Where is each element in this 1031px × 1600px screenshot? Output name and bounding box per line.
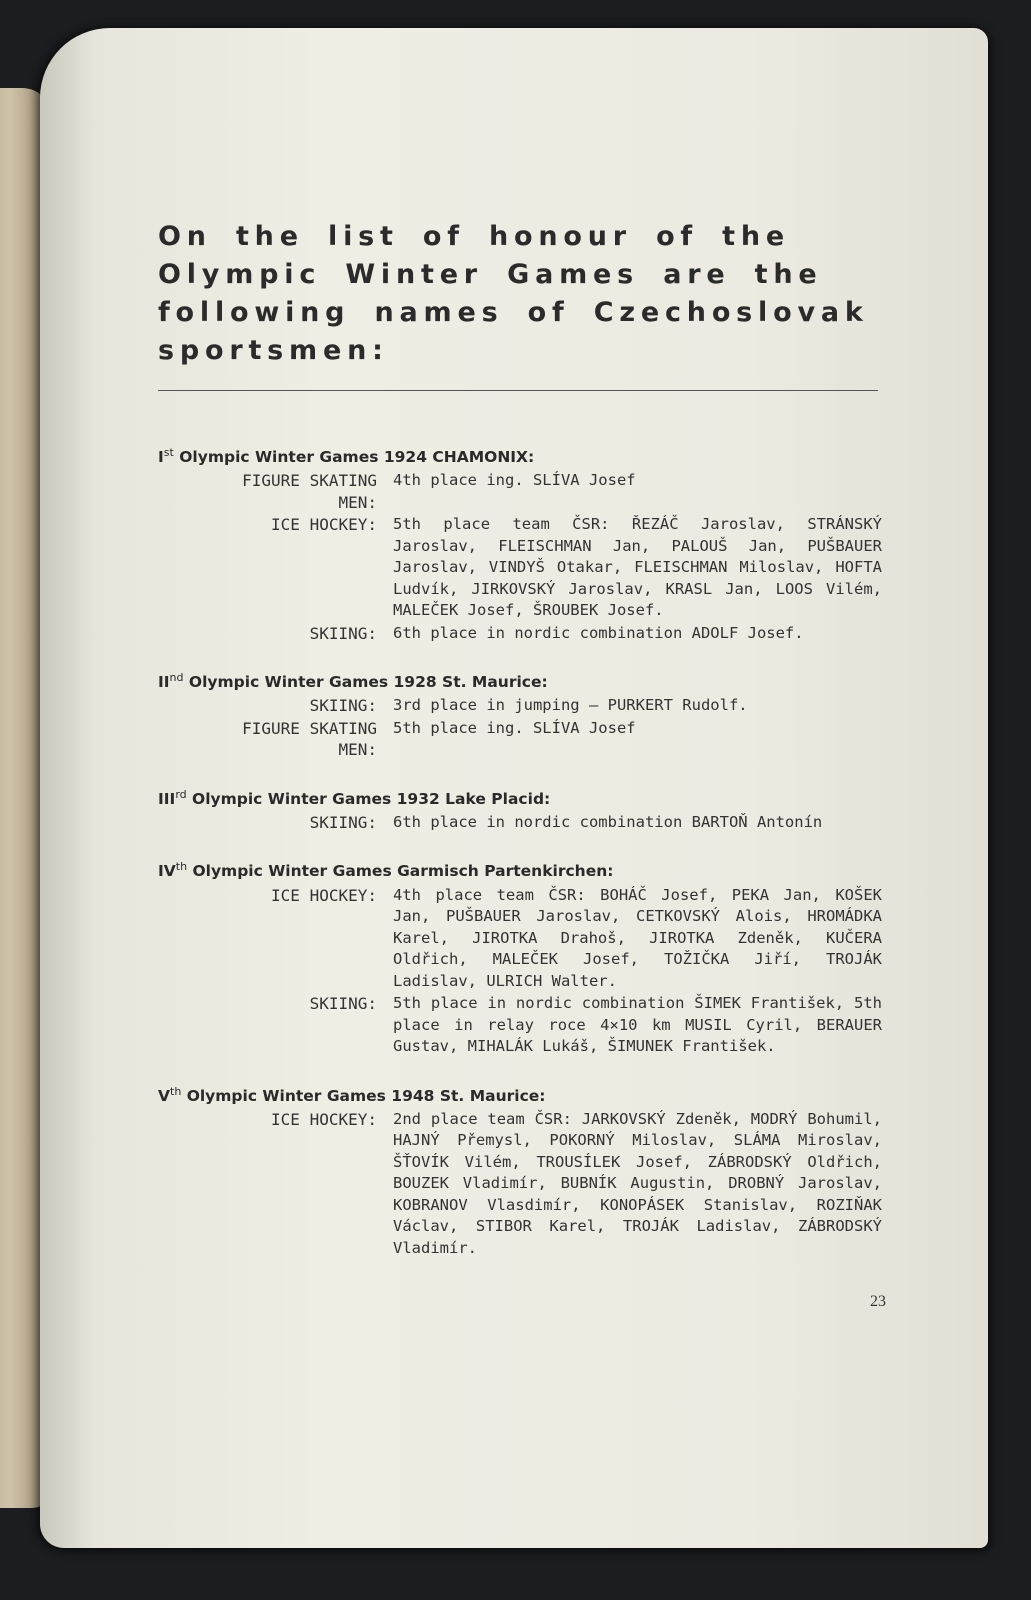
result-entry xyxy=(158,695,888,717)
result-text: 4th place team ČSR: BOHÁČ Josef, PEKA Jan, KOŠEK Jan, PUŠBAUER Jaroslav, CETKOVSKÝ Alois, HROMÁDKA Karel, JIROTKA Drahoš, JIROTKA Zdeněk, KUČERA Oldřich, MALEČEK Josef, TOŽIČKA Jiří, TROJÁK Ladislav, ULRICH Walter. xyxy=(393,885,882,990)
result-text: 2nd place team ČSR: JARKOVSKÝ Zdeněk, MODRÝ Bohumil, HAJNÝ Přemysl, POKORNÝ Miloslav, SLÁMA Miroslav, ŠŤOVÍK Vilém, TROUSÍLEK Josef, ZÁBRODSKÝ Oldřich, BOUZEK Vladimír, BUBNÍK Augustin, DROBNÝ Jaroslav, KOBRANOV Vlasdimír, KONOPÁSEK Stanislav, ROZIŇAK Václav, STIBOR Karel, TROJÁK Ladislav, ZÁBRODSKÝ Vladimír. xyxy=(393,1109,882,1257)
games-ordinal: I xyxy=(158,448,164,467)
games-title: Olympic Winter Games Garmisch Partenkirchen: xyxy=(187,862,614,881)
games-title: Olympic Winter Games 1932 Lake Placid: xyxy=(186,789,551,808)
result-entry xyxy=(158,1109,888,1260)
title-rule xyxy=(158,390,878,391)
ordinal-suffix: nd xyxy=(169,671,184,685)
games-heading xyxy=(158,441,888,469)
book-page xyxy=(40,28,988,1548)
result-entry xyxy=(158,993,888,1058)
page-title: On the list of honour of the Olympic Winter Games are the following names of Czechoslovak sportsmen: xyxy=(158,221,869,366)
result-text: 5th place in nordic combination ŠIMEK František, 5th place in relay roce 4×10 km MUSIL Cyril, BERAUER Gustav, MIHALÁK Lukáš, ŠIMUNEK František. xyxy=(393,994,882,1056)
games-section xyxy=(158,441,888,644)
discipline-label: FIGURE SKATING MEN: xyxy=(242,471,377,512)
discipline-label: SKIING: xyxy=(309,994,377,1014)
games-heading xyxy=(158,666,888,694)
result-text: 6th place in nordic combination BARTOŇ Antonín xyxy=(393,812,823,831)
page-content xyxy=(158,218,888,1259)
games-ordinal: IV xyxy=(158,862,176,881)
honour-list xyxy=(158,441,888,1259)
page-number: 23 xyxy=(870,1293,886,1310)
games-heading xyxy=(158,1080,888,1108)
result-entry xyxy=(158,623,888,645)
result-entry xyxy=(158,514,888,622)
games-title: Olympic Winter Games 1928 St. Maurice: xyxy=(183,673,548,692)
result-text: 4th place ing. SLÍVA Josef xyxy=(393,471,636,490)
games-title: Olympic Winter Games 1948 St. Maurice: xyxy=(181,1086,546,1105)
games-section xyxy=(158,855,888,1057)
games-ordinal: II xyxy=(158,673,170,692)
discipline-label: ICE HOCKEY: xyxy=(271,515,377,535)
discipline-label: SKIING: xyxy=(309,623,377,643)
games-title: Olympic Winter Games 1924 CHAMONIX: xyxy=(173,448,535,467)
games-heading xyxy=(158,855,888,883)
discipline-label: SKIING: xyxy=(309,812,377,832)
ordinal-suffix: th xyxy=(170,1084,182,1098)
ordinal-suffix: rd xyxy=(175,787,187,801)
ordinal-suffix: st xyxy=(163,446,174,459)
result-text: 3rd place in jumping — PURKERT Rudolf. xyxy=(393,696,748,715)
games-heading xyxy=(158,783,888,811)
games-ordinal: V xyxy=(158,1086,170,1105)
games-section xyxy=(158,666,888,761)
ordinal-suffix: th xyxy=(175,860,188,874)
games-section xyxy=(158,783,888,834)
result-entry xyxy=(158,885,888,993)
result-entry xyxy=(158,718,888,761)
games-ordinal: III xyxy=(158,789,176,808)
result-entry xyxy=(158,812,888,834)
result-text: 5th place team ČSR: ŘEZÁČ Jaroslav, STRÁNSKÝ Jaroslav, FLEISCHMAN Jan, PALOUŠ Jan, PUŠBAUER Jaroslav, VINDYŠ Otakar, FLEISCHMAN Miloslav, HOFTA Ludvík, JIRKOVSKÝ Jaroslav, KRASL Jan, LOOS Vilém, MALEČEK Josef, ŠROUBEK Josef. xyxy=(393,515,882,620)
discipline-label: FIGURE SKATING MEN: xyxy=(242,718,377,760)
games-section xyxy=(158,1080,888,1260)
discipline-label: SKIING: xyxy=(309,696,377,716)
result-entry xyxy=(158,470,888,513)
result-text: 6th place in nordic combination ADOLF Josef. xyxy=(393,623,804,642)
result-text: 5th place ing. SLÍVA Josef xyxy=(393,718,636,737)
discipline-label: ICE HOCKEY: xyxy=(271,1109,377,1129)
discipline-label: ICE HOCKEY: xyxy=(271,885,377,905)
